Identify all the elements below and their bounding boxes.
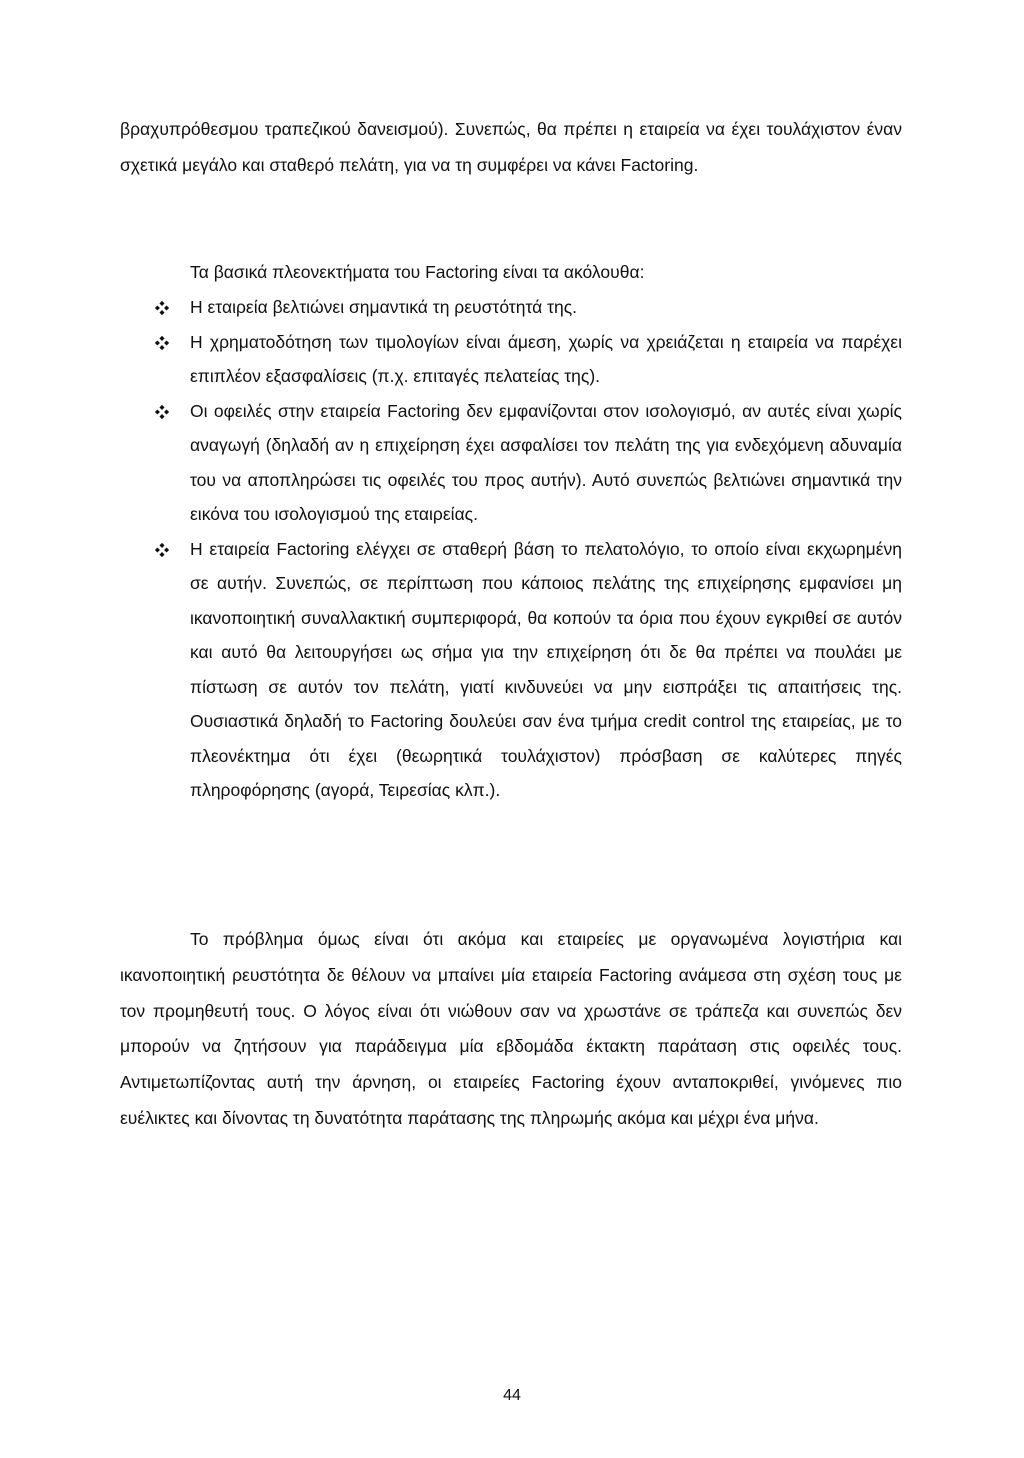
intro-paragraph: βραχυπρόθεσμου τραπεζικού δανεισμού). Συνεπώς, θα πρέπει η εταιρεία να έχει τουλάχιστον έναν σχετικά μεγάλο και σταθερό πελάτη, για να τη συμφέρει να κάνει Factoring.: [120, 119, 902, 175]
advantage-item: [155, 532, 902, 808]
advantage-item: [155, 290, 902, 325]
outro-paragraph: Το πρόβλημα όμως είναι ότι ακόμα και εταιρείες με οργανωμένα λογιστήρια και ικανοποιητική ρευστότητα δε θέλουν να μπαίνει μία εταιρεία Factoring ανάμεσα στη σχέση τους με τον προμηθευτή τους. Ο λόγος είναι ότι νιώθουν σαν να χρωστάνε σε τράπεζα και συνεπώς δεν μπορούν να ζητήσουν για παράδειγμα μία εβδομάδα έκτακτη παράταση στις οφειλές τους. Αντιμετωπίζοντας αυτή την άρνηση, οι εταιρείες Factoring έχουν ανταποκριθεί, γινόμενες πιο ευέλικτες και δίνοντας τη δυνατότητα παράτασης της πληρωμής ακόμα και μέχρι ένα μήνα.: [120, 929, 902, 1128]
diamond-bullet-icon: [155, 543, 169, 557]
diamond-bullet-icon: [155, 336, 169, 350]
page-number: 44: [503, 1387, 521, 1404]
diamond-bullet-icon: [155, 405, 169, 419]
advantage-text: Η εταιρεία βελτιώνει σημαντικά τη ρευστότητά της.: [190, 297, 578, 317]
advantage-item: [155, 325, 902, 394]
advantages-list: [155, 290, 902, 808]
diamond-bullet-icon: [155, 301, 169, 315]
advantage-text: Η εταιρεία Factoring ελέγχει σε σταθερή βάση το πελατολόγιο, το οποίο είναι εκχωρημένη σε αυτήν. Συνεπώς, σε περίπτωση που κάποιος πελάτης της επιχείρησης εμφανίσει μη ικανοποιητική συναλλακτική συμπεριφορά, θα κοπούν τα όρια που έχουν εγκριθεί σε αυτόν και αυτό θα λειτουργήσει ως σήμα για την επιχείρηση ότι δε θα πρέπει να πουλάει με πίστωση σε αυτόν τον πελάτη, γιατί κινδυνεύει να μην εισπράξει τις απαιτήσεις της. Ουσιαστικά δηλαδή το Factoring δουλεύει σαν ένα τμήμα credit control της εταιρείας, με το πλεονέκτημα ότι έχει (θεωρητικά τουλάχιστον) πρόσβαση σε καλύτερες πηγές πληροφόρησης (αγορά, Τειρεσίας κλπ.).: [190, 538, 902, 800]
advantage-text: Η χρηματοδότηση των τιμολογίων είναι άμεση, χωρίς να χρειάζεται η εταιρεία να παρέχει επιπλέον εξασφαλίσεις (π.χ. επιταγές πελατείας της).: [190, 331, 902, 386]
advantage-item: [155, 394, 902, 532]
advantage-text: Οι οφειλές στην εταιρεία Factoring δεν εμφανίζονται στον ισολογισμό, αν αυτές είναι χωρίς αναγωγή (δηλαδή αν η επιχείρηση έχει ασφαλίσει τον πελάτη της για ενδεχόμενη αδυναμία του να αποπληρώσει τις οφειλές του προς αυτήν). Αυτό συνεπώς βελτιώνει σημαντικά την εικόνα του ισολογισμού της εταιρείας.: [190, 400, 902, 524]
advantages-lead: Τα βασικά πλεονεκτήματα του Factoring είναι τα ακόλουθα:: [190, 262, 645, 282]
